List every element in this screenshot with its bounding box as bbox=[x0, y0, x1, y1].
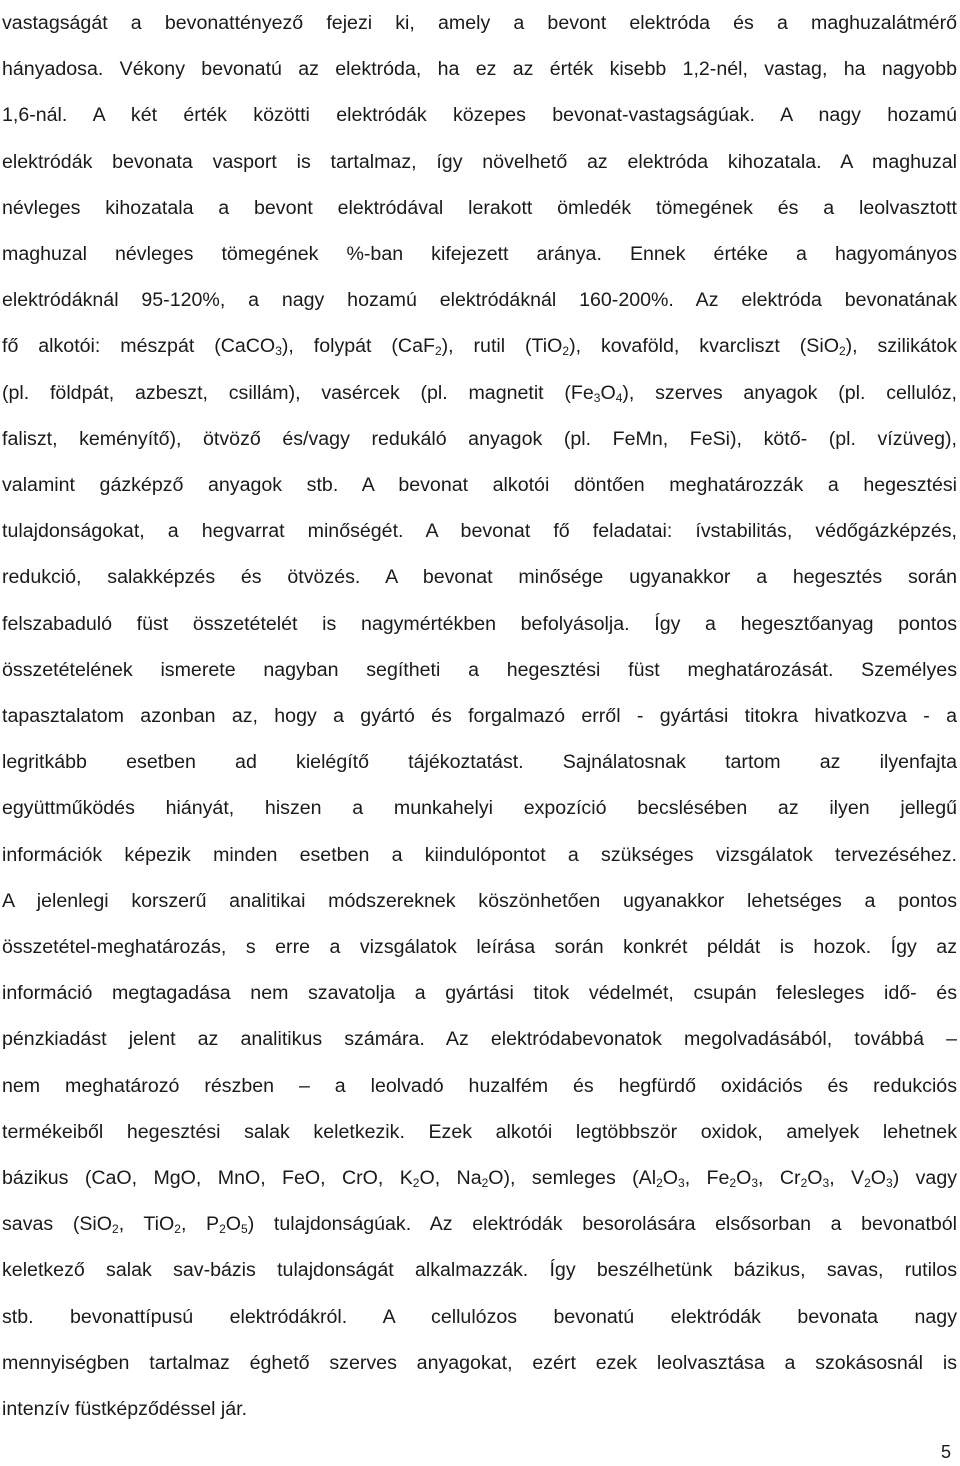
text-line bbox=[2, 1155, 957, 1201]
text-run: savas (SiO bbox=[2, 1213, 113, 1236]
text-line bbox=[2, 462, 957, 508]
text-run: O, Na bbox=[419, 1167, 482, 1190]
text-run: mennyiségben tartalmaz éghető szerves anyagokat, ezért ezek leolvasztása a szokásosnál is bbox=[2, 1351, 957, 1374]
text-run: O bbox=[662, 1167, 679, 1190]
subscript: 2 bbox=[434, 344, 442, 359]
text-run: , V bbox=[829, 1167, 865, 1190]
text-run: keletkező salak sav-bázis tulajdonságát alkalmazzák. Így beszélhetünk bázikus, savas, rutilos bbox=[2, 1259, 957, 1282]
text-line bbox=[2, 739, 957, 785]
subscript: 5 bbox=[241, 1222, 248, 1237]
text-line bbox=[2, 601, 957, 647]
text-run: , TiO bbox=[118, 1213, 175, 1236]
text-run: tapasztalatom azonban az, hogy a gyártó és forgalmazó erről - gyártási titokra hivatkozva - a bbox=[2, 705, 957, 728]
text-line bbox=[2, 1201, 957, 1247]
text-line bbox=[2, 323, 957, 369]
text-line bbox=[2, 554, 957, 600]
text-run: intenzív füstképződéssel jár. bbox=[2, 1398, 248, 1421]
text-line bbox=[2, 1386, 957, 1432]
text-run: O bbox=[870, 1167, 887, 1190]
text-line bbox=[2, 139, 957, 185]
text-line bbox=[2, 277, 957, 323]
text-run: vastagságát a bevonattényező fejezi ki, amely a bevont elektróda és a maghuzalátmérő bbox=[2, 12, 957, 34]
text-run: felszabaduló füst összetételét is nagymértékben befolyásolja. Így a hegesztőanyag pontos bbox=[2, 612, 957, 635]
subscript: 2 bbox=[562, 344, 570, 359]
text-run: ), rutil (TiO bbox=[441, 335, 563, 358]
text-run: O bbox=[807, 1167, 823, 1190]
text-line bbox=[2, 416, 957, 462]
text-run: , P bbox=[180, 1213, 220, 1236]
text-line bbox=[2, 785, 957, 831]
text-run: hányadosa. Vékony bevonatú az elektróda, ha ez az érték kisebb 1,2-nél, vastag, ha nagyobb bbox=[2, 58, 957, 81]
text-run: tulajdonságokat, a hegvarrat minőségét. A bevonat fő feladatai: ívstabilitás, védőgázképzés, bbox=[2, 520, 957, 543]
text-line bbox=[2, 970, 957, 1016]
text-run: összetétel-meghatározás, s erre a vizsgálatok leírása során konkrét példát is hozok. Így az bbox=[2, 936, 957, 959]
text-run: fő alkotói: mészpát (CaCO bbox=[2, 335, 276, 358]
text-run: nem meghatározó részben – a leolvadó huzalfém és hegfürdő oxidációs és redukciós bbox=[2, 1074, 957, 1097]
text-run: , Fe bbox=[684, 1167, 730, 1190]
subscript: 2 bbox=[800, 1176, 808, 1191]
subscript: 2 bbox=[112, 1222, 119, 1237]
text-run: információ megtagadása nem szavatolja a gyártási titok védelmét, csupán felesleges idő- és bbox=[2, 982, 957, 1005]
subscript: 2 bbox=[656, 1176, 663, 1191]
text-run: O), semleges (Al bbox=[488, 1167, 657, 1190]
text-run: ), szerves anyagok (pl. cellulóz, bbox=[622, 381, 957, 404]
text-line bbox=[2, 1247, 957, 1293]
subscript: 4 bbox=[615, 390, 623, 405]
text-line bbox=[2, 46, 957, 92]
text-run: ) tulajdonságúak. Az elektródák besorolására elsősorban a bevonatból bbox=[247, 1213, 958, 1236]
subscript: 2 bbox=[729, 1176, 737, 1191]
body-paragraph bbox=[2, 0, 957, 1432]
text-line bbox=[2, 1109, 957, 1155]
text-line bbox=[2, 1063, 957, 1109]
text-line bbox=[2, 832, 957, 878]
text-run: bázikus (CaO, MgO, MnO, FeO, CrO, K bbox=[2, 1167, 413, 1190]
subscript: 2 bbox=[412, 1176, 420, 1191]
subscript: 2 bbox=[481, 1176, 489, 1191]
text-run: elektródák bevonata vasport is tartalmaz, így növelhető az elektróda kihozatala. A maghuzal bbox=[2, 150, 957, 173]
text-run: ), szilikátok bbox=[845, 335, 957, 358]
subscript: 3 bbox=[593, 390, 601, 405]
text-run: faliszt, keményítő), ötvöző és/vagy redukáló anyagok (pl. FeMn, FeSi), kötő- (pl. vízüveg), bbox=[2, 427, 957, 450]
text-run: O bbox=[600, 381, 616, 404]
text-run: 1,6-nál. A két érték közötti elektródák közepes bevonat-vastagságúak. A nagy hozamú bbox=[2, 104, 957, 127]
text-line bbox=[2, 185, 957, 231]
subscript: 2 bbox=[174, 1222, 181, 1237]
text-run: ), folypát (CaF bbox=[281, 335, 435, 358]
text-run: stb. bevonattípusú elektródákról. A cellulózos bevonatú elektródák bevonata nagy bbox=[2, 1305, 957, 1328]
subscript: 3 bbox=[678, 1176, 685, 1191]
subscript: 3 bbox=[822, 1176, 830, 1191]
text-run: elektródáknál 95-120%, a nagy hozamú elektródáknál 160-200%. Az elektróda bevonatának bbox=[2, 289, 957, 312]
text-run: O bbox=[225, 1213, 242, 1236]
text-run: O bbox=[736, 1167, 752, 1190]
text-run: együttműködés hiányát, hiszen a munkahelyi expozíció becslésében az ilyen jellegű bbox=[2, 797, 957, 820]
subscript: 2 bbox=[864, 1176, 871, 1191]
text-line bbox=[2, 1016, 957, 1062]
text-run: információk képezik minden esetben a kiindulópontot a szükséges vizsgálatok tervezéséhez. bbox=[2, 843, 957, 866]
text-run: maghuzal névleges tömegének %-ban kifejezett aránya. Ennek értéke a hagyományos bbox=[2, 243, 957, 266]
text-line bbox=[2, 647, 957, 693]
text-line bbox=[2, 924, 957, 970]
text-run: pénzkiadást jelent az analitikus számára. Az elektródabevonatok megolvadásából, továbbá – bbox=[2, 1028, 957, 1051]
text-line bbox=[2, 0, 957, 46]
text-run: ) vagy bbox=[892, 1167, 958, 1190]
text-run: névleges kihozatala a bevont elektródával lerakott ömledék tömegének és a leolvasztott bbox=[2, 196, 957, 219]
text-line bbox=[2, 1340, 957, 1386]
text-line bbox=[2, 878, 957, 924]
text-line bbox=[2, 1294, 957, 1340]
subscript: 3 bbox=[275, 344, 282, 359]
text-run: összetételének ismerete nagyban segítheti a hegesztési füst meghatározását. Személyes bbox=[2, 658, 957, 681]
text-run: redukció, salakképzés és ötvözés. A bevonat minősége ugyanakkor a hegesztés során bbox=[2, 566, 957, 589]
text-run: (pl. földpát, azbeszt, csillám), vasércek (pl. magnetit (Fe bbox=[2, 381, 594, 404]
text-line bbox=[2, 508, 957, 554]
page-number: 5 bbox=[941, 1442, 952, 1462]
text-line bbox=[2, 370, 957, 416]
text-run: valamint gázképző anyagok stb. A bevonat alkotói döntően meghatározzák a hegesztési bbox=[2, 474, 957, 497]
text-line bbox=[2, 92, 957, 138]
text-run: A jelenlegi korszerű analitikai módszereknek köszönhetően ugyanakkor lehetséges a pontos bbox=[2, 889, 957, 912]
subscript: 2 bbox=[838, 344, 846, 359]
text-line bbox=[2, 231, 957, 277]
subscript: 3 bbox=[751, 1176, 759, 1191]
text-line bbox=[2, 693, 957, 739]
text-run: legritkább esetben ad kielégítő tájékoztatást. Sajnálatosnak tartom az ilyenfajta bbox=[2, 751, 957, 774]
text-run: , Cr bbox=[758, 1167, 801, 1190]
subscript: 3 bbox=[886, 1176, 893, 1191]
text-run: termékeiből hegesztési salak keletkezik. Ezek alkotói legtöbbször oxidok, amelyek lehetnek bbox=[2, 1120, 957, 1143]
text-run: ), kovaföld, kvarcliszt (SiO bbox=[569, 335, 839, 358]
subscript: 2 bbox=[219, 1222, 226, 1237]
